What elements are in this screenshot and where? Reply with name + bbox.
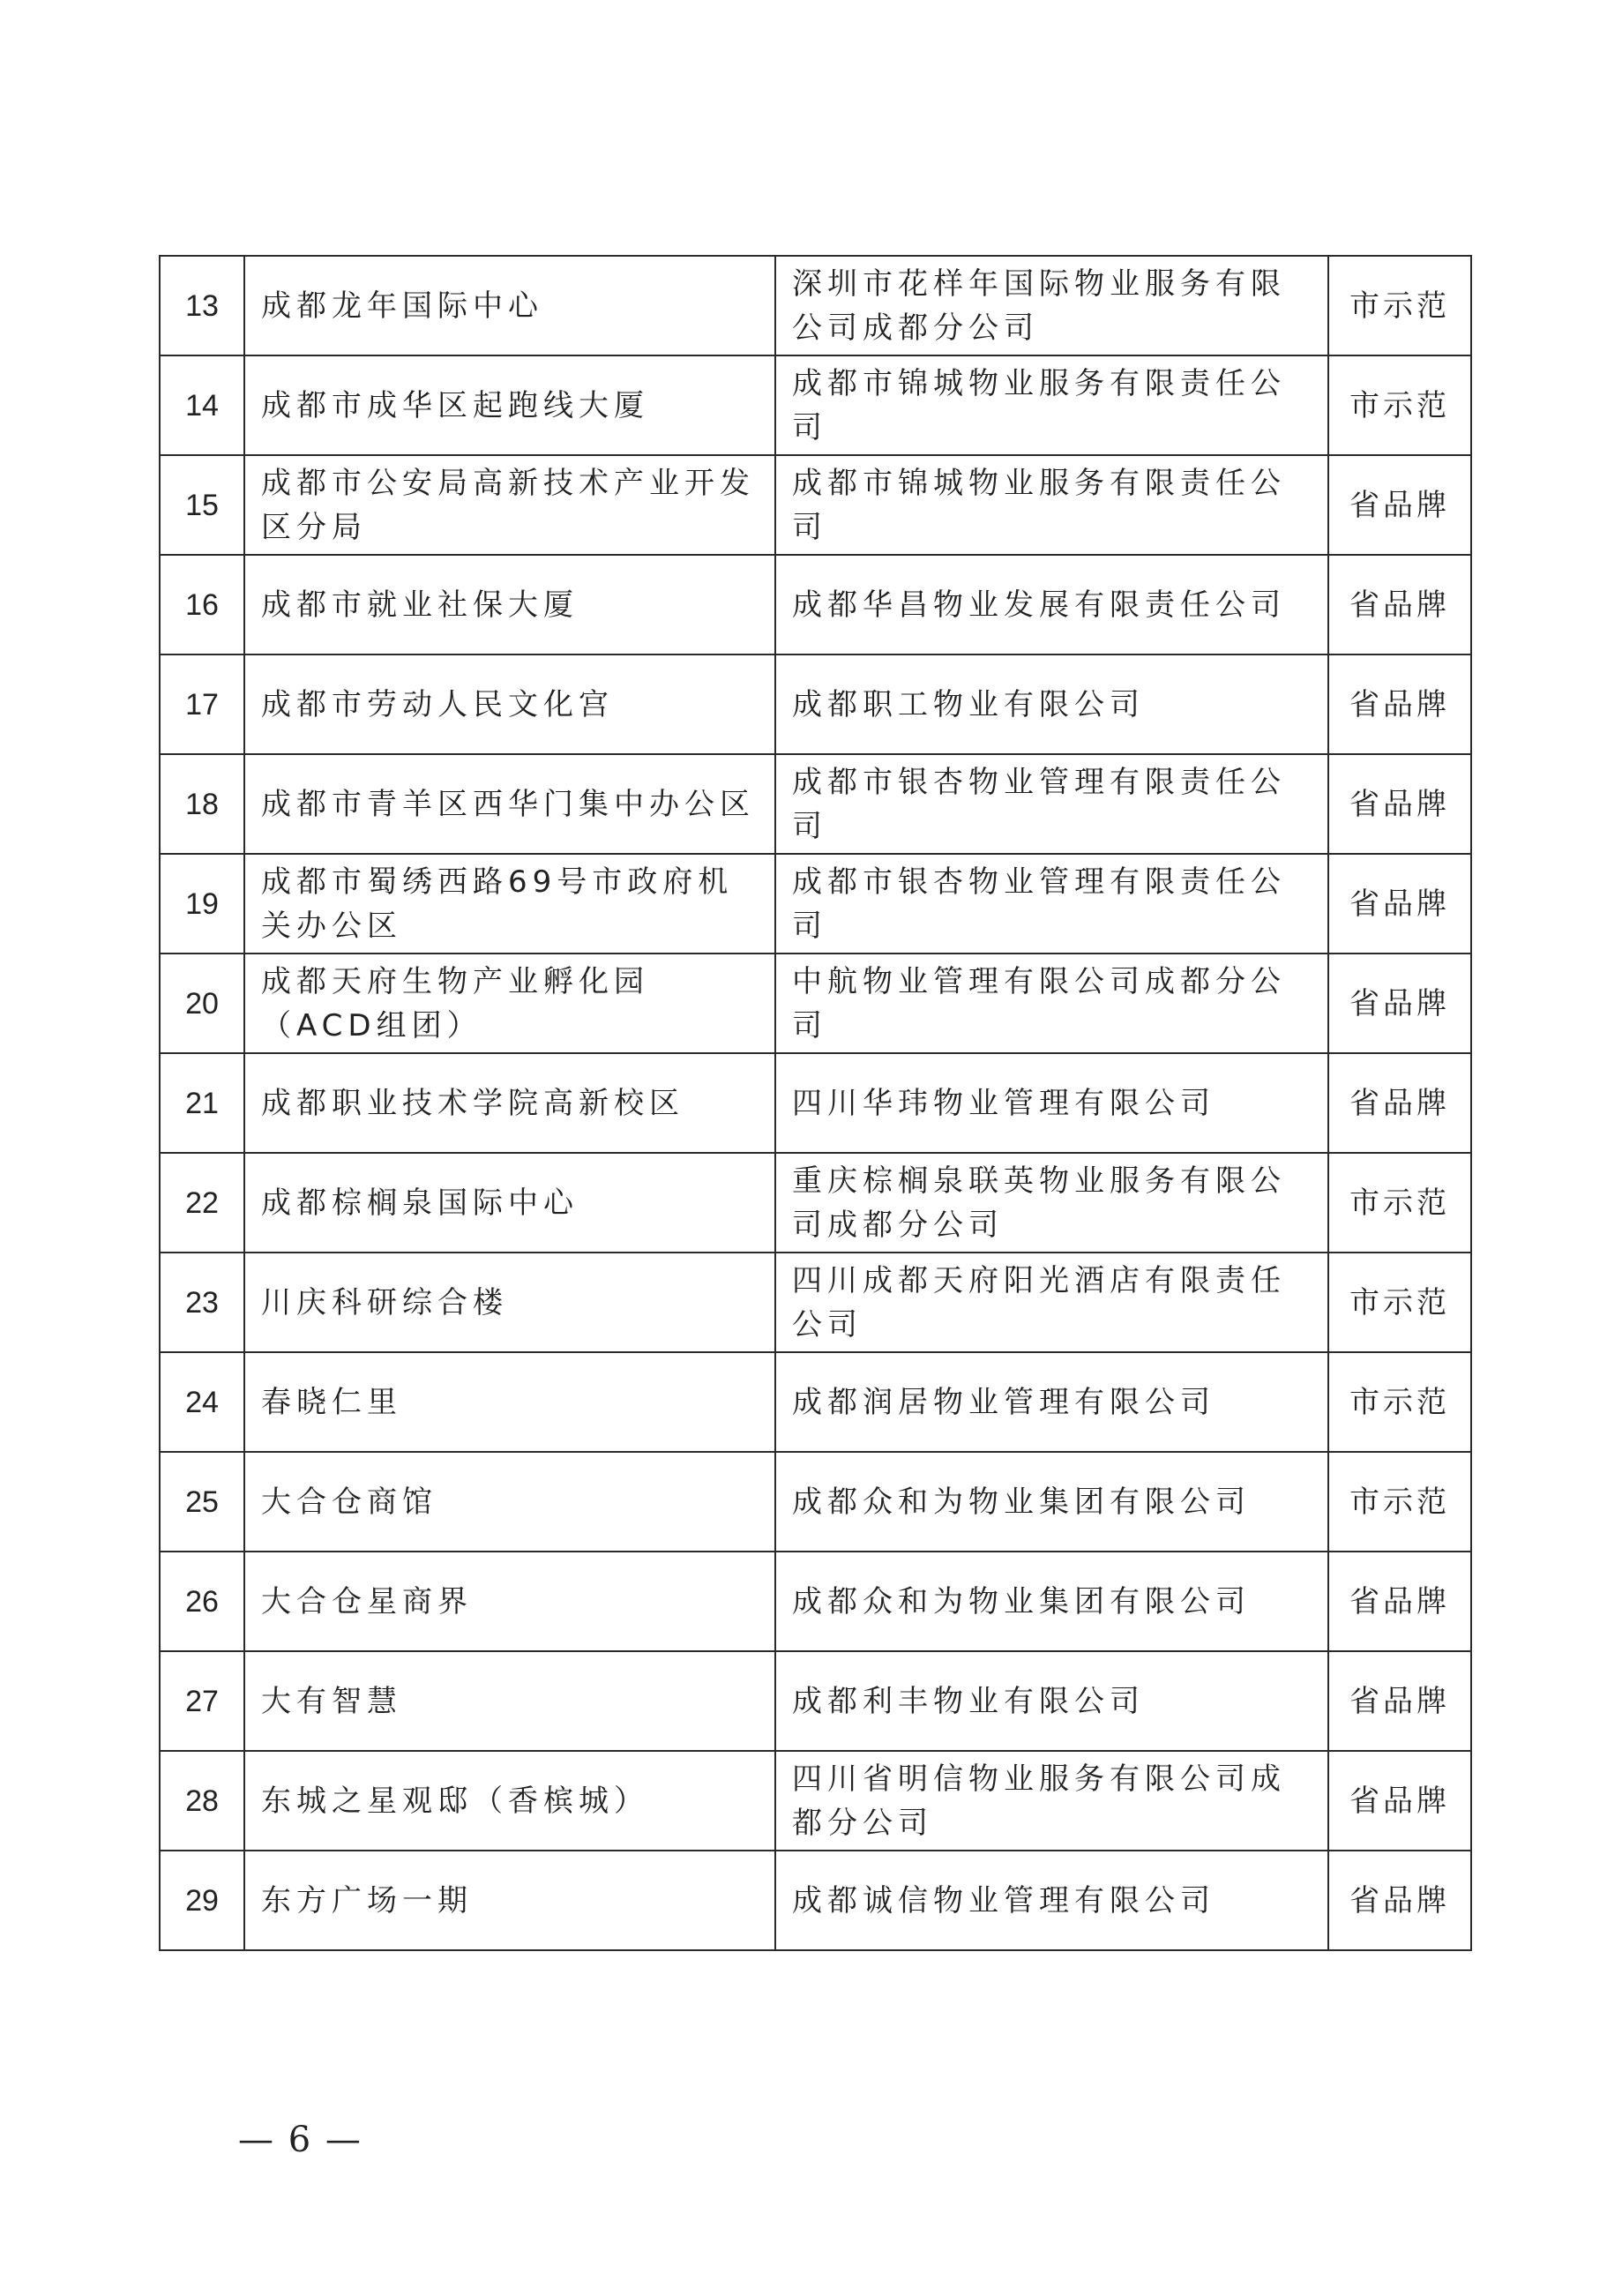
property-company: 成都润居物业管理有限公司 bbox=[775, 1352, 1328, 1452]
award-level: 省品牌 bbox=[1328, 1851, 1471, 1950]
row-number: 18 bbox=[160, 754, 244, 854]
property-company: 重庆棕榈泉联英物业服务有限公司成都分公司 bbox=[775, 1153, 1328, 1253]
award-level: 省品牌 bbox=[1328, 1651, 1471, 1751]
row-number: 22 bbox=[160, 1153, 244, 1253]
property-company: 中航物业管理有限公司成都分公司 bbox=[775, 954, 1328, 1053]
award-level: 市示范 bbox=[1328, 1153, 1471, 1253]
award-level: 省品牌 bbox=[1328, 654, 1471, 754]
table-row bbox=[160, 1552, 1471, 1651]
project-name: 春晓仁里 bbox=[244, 1352, 775, 1452]
project-name: 大合仓星商界 bbox=[244, 1552, 775, 1651]
award-level: 省品牌 bbox=[1328, 754, 1471, 854]
table-row bbox=[160, 1153, 1471, 1253]
table-row bbox=[160, 256, 1471, 355]
project-name: 成都棕榈泉国际中心 bbox=[244, 1153, 775, 1253]
property-company: 四川省明信物业服务有限公司成都分公司 bbox=[775, 1751, 1328, 1851]
project-name: 东方广场一期 bbox=[244, 1851, 775, 1950]
table-row bbox=[160, 1751, 1471, 1851]
table-row bbox=[160, 1452, 1471, 1552]
table-row bbox=[160, 1851, 1471, 1950]
row-number: 16 bbox=[160, 555, 244, 654]
table-row bbox=[160, 954, 1471, 1053]
property-company: 成都市银杏物业管理有限责任公司 bbox=[775, 754, 1328, 854]
row-number: 20 bbox=[160, 954, 244, 1053]
award-level: 市示范 bbox=[1328, 355, 1471, 455]
award-level: 省品牌 bbox=[1328, 1053, 1471, 1153]
award-level: 市示范 bbox=[1328, 1253, 1471, 1352]
award-level: 省品牌 bbox=[1328, 1552, 1471, 1651]
property-company: 四川华玮物业管理有限公司 bbox=[775, 1053, 1328, 1153]
table-row bbox=[160, 754, 1471, 854]
table-row bbox=[160, 654, 1471, 754]
award-level: 省品牌 bbox=[1328, 555, 1471, 654]
property-company: 成都诚信物业管理有限公司 bbox=[775, 1851, 1328, 1950]
table-row bbox=[160, 355, 1471, 455]
award-level: 市示范 bbox=[1328, 1352, 1471, 1452]
award-level: 市示范 bbox=[1328, 256, 1471, 355]
table-row bbox=[160, 555, 1471, 654]
project-name: 成都市青羊区西华门集中办公区 bbox=[244, 754, 775, 854]
project-name: 成都市成华区起跑线大厦 bbox=[244, 355, 775, 455]
property-company: 成都职工物业有限公司 bbox=[775, 654, 1328, 754]
table-row bbox=[160, 1651, 1471, 1751]
project-name: 大有智慧 bbox=[244, 1651, 775, 1751]
property-company: 成都利丰物业有限公司 bbox=[775, 1651, 1328, 1751]
page-number: — 6 — bbox=[238, 2120, 363, 2160]
property-company: 成都众和为物业集团有限公司 bbox=[775, 1452, 1328, 1552]
property-company: 成都市锦城物业服务有限责任公司 bbox=[775, 455, 1328, 555]
award-level: 省品牌 bbox=[1328, 455, 1471, 555]
row-number: 13 bbox=[160, 256, 244, 355]
project-name: 大合仓商馆 bbox=[244, 1452, 775, 1552]
table-row bbox=[160, 1352, 1471, 1452]
row-number: 19 bbox=[160, 854, 244, 954]
table-row bbox=[160, 1253, 1471, 1352]
project-name: 成都职业技术学院高新校区 bbox=[244, 1053, 775, 1153]
project-name: 川庆科研综合楼 bbox=[244, 1253, 775, 1352]
property-company: 成都华昌物业发展有限责任公司 bbox=[775, 555, 1328, 654]
award-level: 省品牌 bbox=[1328, 854, 1471, 954]
table-row bbox=[160, 854, 1471, 954]
row-number: 25 bbox=[160, 1452, 244, 1552]
project-name: 成都天府生物产业孵化园（ACD组团） bbox=[244, 954, 775, 1053]
table-row bbox=[160, 1053, 1471, 1153]
award-level: 市示范 bbox=[1328, 1452, 1471, 1552]
property-list-table bbox=[159, 255, 1472, 1951]
row-number: 28 bbox=[160, 1751, 244, 1851]
row-number: 23 bbox=[160, 1253, 244, 1352]
property-company: 深圳市花样年国际物业服务有限公司成都分公司 bbox=[775, 256, 1328, 355]
table-body bbox=[160, 256, 1471, 1950]
row-number: 27 bbox=[160, 1651, 244, 1751]
project-name: 成都龙年国际中心 bbox=[244, 256, 775, 355]
row-number: 29 bbox=[160, 1851, 244, 1950]
project-name: 东城之星观邸（香槟城） bbox=[244, 1751, 775, 1851]
award-level: 省品牌 bbox=[1328, 954, 1471, 1053]
property-company: 四川成都天府阳光酒店有限责任公司 bbox=[775, 1253, 1328, 1352]
project-name: 成都市就业社保大厦 bbox=[244, 555, 775, 654]
award-level: 省品牌 bbox=[1328, 1751, 1471, 1851]
property-company: 成都市锦城物业服务有限责任公司 bbox=[775, 355, 1328, 455]
project-name: 成都市蜀绣西路69号市政府机关办公区 bbox=[244, 854, 775, 954]
row-number: 17 bbox=[160, 654, 244, 754]
row-number: 14 bbox=[160, 355, 244, 455]
row-number: 15 bbox=[160, 455, 244, 555]
row-number: 26 bbox=[160, 1552, 244, 1651]
row-number: 21 bbox=[160, 1053, 244, 1153]
project-name: 成都市公安局高新技术产业开发区分局 bbox=[244, 455, 775, 555]
project-name: 成都市劳动人民文化宫 bbox=[244, 654, 775, 754]
property-company: 成都众和为物业集团有限公司 bbox=[775, 1552, 1328, 1651]
property-company: 成都市银杏物业管理有限责任公司 bbox=[775, 854, 1328, 954]
table-row bbox=[160, 455, 1471, 555]
row-number: 24 bbox=[160, 1352, 244, 1452]
